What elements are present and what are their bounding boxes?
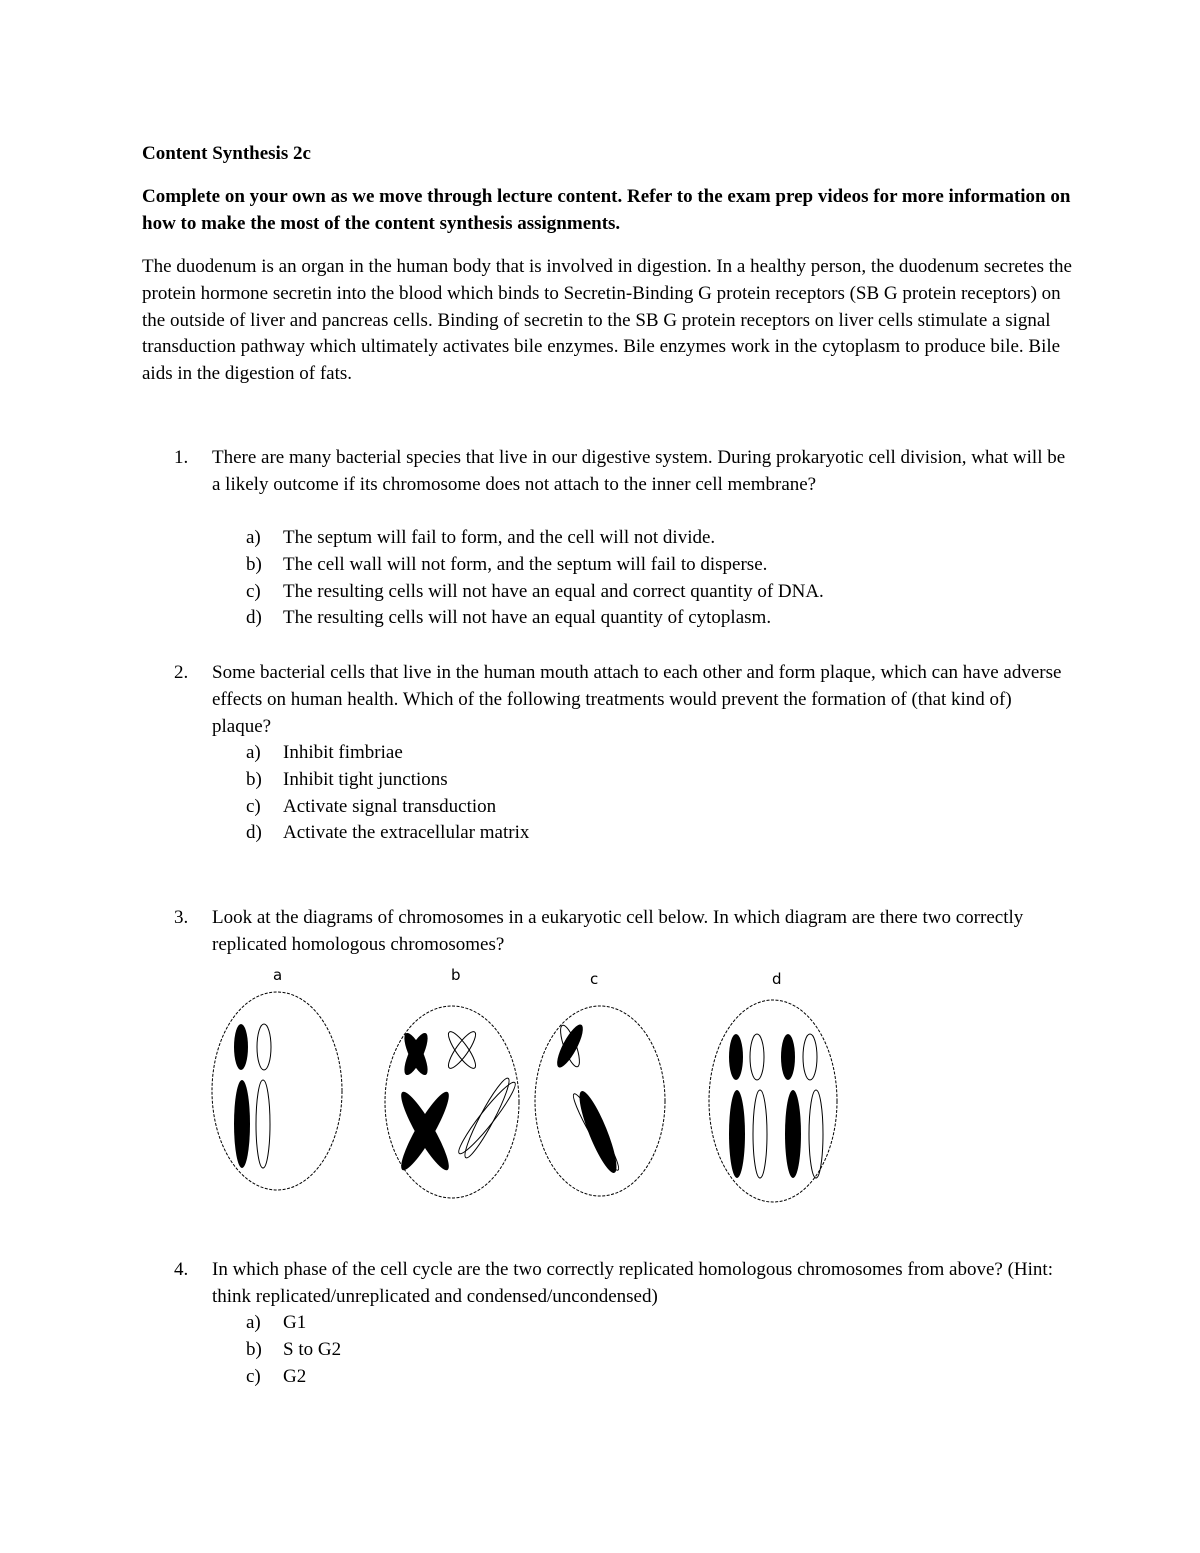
option-text: The septum will fail to form, and the cell will not divide. — [283, 527, 716, 548]
cell-d-large-chromosome-open-1 — [753, 1090, 767, 1178]
option-text: The resulting cells will not have an equal and correct quantity of DNA. — [283, 580, 824, 602]
cell-d-small-chromosome-filled-1 — [729, 1034, 743, 1080]
option-text: G1 — [283, 1312, 307, 1333]
diagram-label-c: c — [590, 970, 599, 988]
document-title: Content Synthesis 2c — [142, 143, 311, 164]
question-text: Look at the diagrams of chromosomes in a eukaryotic cell below. In which diagram are there two correctly replicated homologous chromosomes? — [212, 907, 1024, 955]
cell-a-large-chromosome-open — [256, 1080, 270, 1168]
option-text: Inhibit fimbriae — [283, 742, 403, 763]
option-letter: a) — [246, 742, 261, 763]
question-text: There are many bacterial species that live in our digestive system. During prokaryotic cell division, what will be a likely outcome if its chromosome does not attach to the inner cell membrane? — [212, 447, 1066, 495]
cell-a-small-chromosome-open — [257, 1024, 271, 1070]
cell-b-large-chromosome-filled — [395, 1088, 456, 1175]
option-text: S to G2 — [283, 1338, 342, 1360]
option-letter: b) — [246, 768, 262, 790]
question-number: 2. — [174, 662, 189, 683]
question-number: 1. — [174, 447, 189, 468]
option-text: The cell wall will not form, and the septum will fail to disperse. — [283, 553, 768, 575]
intro-paragraph: The duodenum is an organ in the human body that is involved in digestion. In a healthy person, the duodenum secretes the protein hormone secretin into the blood which binds to Secretin-Binding G protein receptors (SB G protein receptors) on the outside of liver and pancreas cells. Binding of secretin to the SB G protein receptors on liver cells stimulate a signal transduction pathway which ultimately activates bile enzymes. Bile enzymes work in the cytoplasm to produce bile. Bile aids in the digestion of fats. — [142, 256, 1072, 385]
question-text: Some bacterial cells that live in the human mouth attach to each other and form plaque, which can have adverse effects on human health. Which of the following treatments would prevent the formation of (that kind of) plaque? — [212, 662, 1062, 737]
cell-d-large-chromosome-filled-2 — [785, 1090, 801, 1178]
option-text: Activate the extracellular matrix — [283, 822, 530, 844]
option-text: Inhibit tight junctions — [283, 768, 448, 790]
diagram-label-a: a — [273, 966, 283, 984]
cell-b-small-chromosome-filled — [400, 1030, 432, 1078]
chromosome-diagram — [200, 960, 860, 1210]
question-number: 3. — [174, 907, 189, 928]
cell-c-large-chromosome — [569, 1088, 623, 1176]
option-letter: a) — [246, 527, 261, 548]
cell-d-large-chromosome-filled-1 — [729, 1090, 745, 1178]
cell-a-large-chromosome-filled — [234, 1080, 250, 1168]
option-letter: c) — [246, 1365, 261, 1387]
option-letter: c) — [246, 580, 261, 602]
option-letter: b) — [246, 1338, 262, 1360]
diagram-label-b: b — [451, 966, 461, 984]
cell-d-small-chromosome-filled-2 — [781, 1034, 795, 1080]
option-letter: c) — [246, 795, 261, 817]
cell-b-small-chromosome-open — [444, 1029, 479, 1072]
option-letter: b) — [246, 553, 262, 575]
cell-d-small-chromosome-open-1 — [750, 1034, 764, 1080]
cell-d-small-chromosome-open-2 — [803, 1034, 817, 1080]
chromosome-diagram-svg — [200, 960, 860, 1210]
cell-c-membrane — [535, 1006, 665, 1196]
option-text: G2 — [283, 1365, 307, 1387]
cell-d-large-chromosome-open-2 — [809, 1090, 823, 1178]
option-letter: d) — [246, 822, 262, 844]
question-number: 4. — [174, 1259, 189, 1280]
option-letter: a) — [246, 1312, 261, 1333]
cell-d-membrane — [709, 1000, 837, 1202]
option-text: Activate signal transduction — [283, 795, 497, 817]
question-text: In which phase of the cell cycle are the two correctly replicated homologous chromosomes from above? (Hint: think replicated/unreplicated and condensed/uncondensed) — [212, 1259, 1053, 1307]
cell-a-small-chromosome-filled — [234, 1024, 248, 1070]
option-text: The resulting cells will not have an equal quantity of cytoplasm. — [283, 607, 772, 629]
cell-a-membrane — [212, 992, 342, 1190]
option-letter: d) — [246, 607, 262, 629]
instructions: Complete on your own as we move through lecture content. Refer to the exam prep videos for more information on how to make the most of the content synthesis assignments. — [142, 186, 1071, 234]
diagram-label-d: d — [772, 970, 782, 988]
